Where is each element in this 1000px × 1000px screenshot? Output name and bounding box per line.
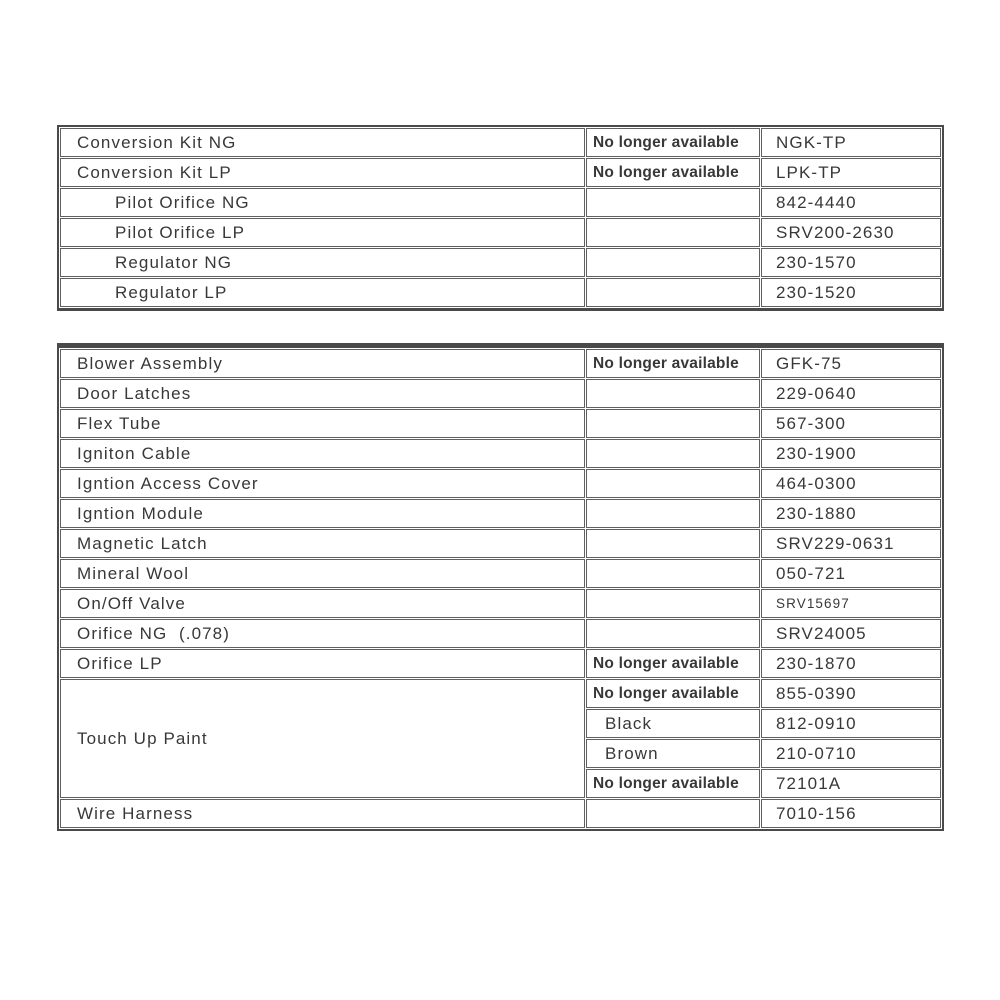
status-cell	[586, 218, 760, 247]
status-cell	[586, 469, 760, 498]
item-cell: Flex Tube	[60, 409, 585, 438]
table-row	[60, 409, 941, 438]
status-cell: Black	[586, 709, 760, 738]
part-number-cell: 812-0910	[761, 709, 941, 738]
part-number-cell: 050-721	[761, 559, 941, 588]
table-row	[60, 379, 941, 408]
status-cell	[586, 529, 760, 558]
item-cell: Orifice NG (.078)	[60, 619, 585, 648]
part-number-cell: SRV15697	[761, 589, 941, 618]
components-parts-table	[57, 343, 944, 831]
table-row	[60, 439, 941, 468]
status-cell	[586, 278, 760, 307]
part-number-cell: 855-0390	[761, 679, 941, 708]
status-cell: No longer available	[586, 349, 760, 378]
item-cell: Blower Assembly	[60, 349, 585, 378]
item-cell: Conversion Kit LP	[60, 158, 585, 187]
conversion-kits-table	[57, 125, 944, 311]
item-cell-touch-up-paint: Touch Up Paint	[60, 679, 585, 798]
status-cell: No longer available	[586, 128, 760, 157]
item-cell: Pilot Orifice LP	[60, 218, 585, 247]
status-cell	[586, 799, 760, 828]
part-number-cell: SRV229-0631	[761, 529, 941, 558]
part-number-cell: 229-0640	[761, 379, 941, 408]
table-row	[60, 679, 941, 708]
table-row	[60, 188, 941, 217]
part-number-cell: GFK-75	[761, 349, 941, 378]
item-cell: On/Off Valve	[60, 589, 585, 618]
item-cell: Pilot Orifice NG	[60, 188, 585, 217]
part-number-cell: 230-1570	[761, 248, 941, 277]
status-cell	[586, 409, 760, 438]
part-number-cell: LPK-TP	[761, 158, 941, 187]
status-cell	[586, 188, 760, 217]
part-number-cell: 567-300	[761, 409, 941, 438]
part-number-cell: 7010-156	[761, 799, 941, 828]
part-number-cell: 210-0710	[761, 739, 941, 768]
part-number-cell: 230-1880	[761, 499, 941, 528]
item-cell: Wire Harness	[60, 799, 585, 828]
table-row	[60, 349, 941, 378]
status-cell: No longer available	[586, 769, 760, 798]
table-row	[60, 158, 941, 187]
item-cell: Orifice LP	[60, 649, 585, 678]
status-cell: Brown	[586, 739, 760, 768]
part-number-cell: SRV24005	[761, 619, 941, 648]
table-row	[60, 499, 941, 528]
item-cell: Igntion Module	[60, 499, 585, 528]
part-number-cell: 230-1520	[761, 278, 941, 307]
item-cell: Conversion Kit NG	[60, 128, 585, 157]
part-number-cell: 230-1900	[761, 439, 941, 468]
item-cell: Mineral Wool	[60, 559, 585, 588]
item-cell: Regulator NG	[60, 248, 585, 277]
item-cell: Igniton Cable	[60, 439, 585, 468]
status-cell	[586, 499, 760, 528]
table-row	[60, 128, 941, 157]
table-row	[60, 619, 941, 648]
table-row	[60, 589, 941, 618]
part-number-cell: 842-4440	[761, 188, 941, 217]
status-cell	[586, 379, 760, 408]
table-row	[60, 248, 941, 277]
part-number-cell: 464-0300	[761, 469, 941, 498]
table-row	[60, 559, 941, 588]
table-row	[60, 278, 941, 307]
status-cell: No longer available	[586, 158, 760, 187]
item-cell: Magnetic Latch	[60, 529, 585, 558]
status-cell	[586, 248, 760, 277]
item-cell: Door Latches	[60, 379, 585, 408]
table-row	[60, 799, 941, 828]
table-row	[60, 529, 941, 558]
status-cell: No longer available	[586, 649, 760, 678]
status-cell: No longer available	[586, 679, 760, 708]
part-number-cell: 72101A	[761, 769, 941, 798]
part-number-cell: SRV200-2630	[761, 218, 941, 247]
table-row	[60, 469, 941, 498]
status-cell	[586, 619, 760, 648]
status-cell	[586, 559, 760, 588]
part-number-cell: 230-1870	[761, 649, 941, 678]
item-cell: Igntion Access Cover	[60, 469, 585, 498]
part-number-cell: NGK-TP	[761, 128, 941, 157]
table-row	[60, 218, 941, 247]
status-cell	[586, 439, 760, 468]
status-cell	[586, 589, 760, 618]
table-row	[60, 649, 941, 678]
item-cell: Regulator LP	[60, 278, 585, 307]
